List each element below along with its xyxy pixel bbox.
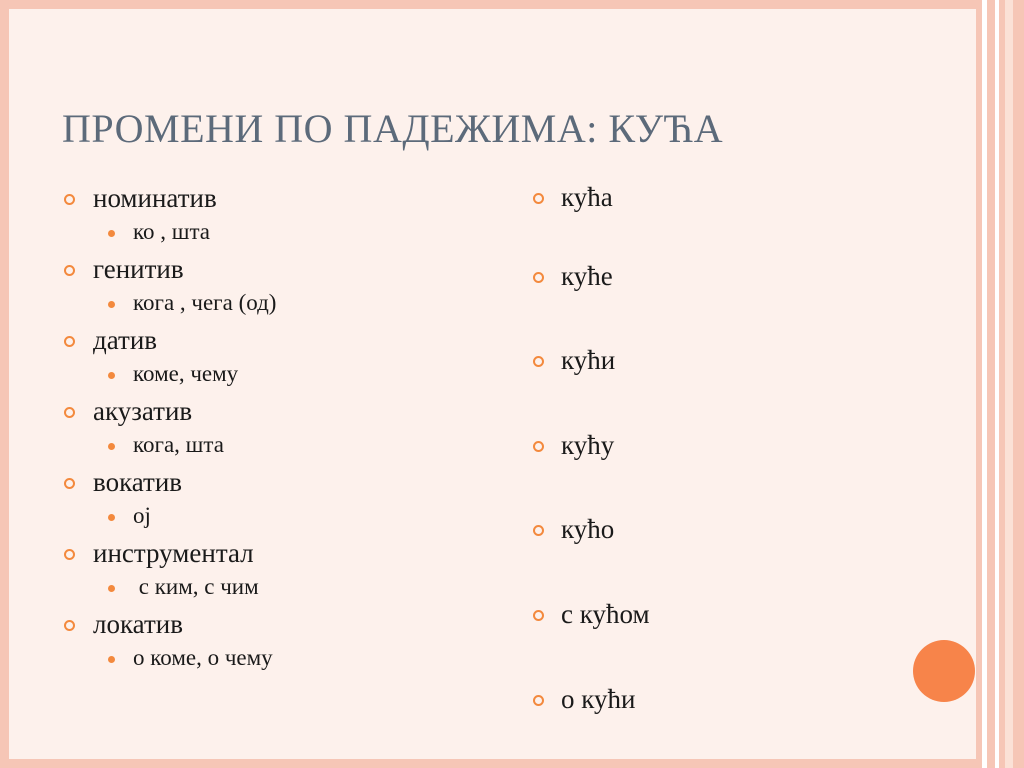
- bullet-dot-icon: [108, 443, 115, 450]
- declension-form: о кући: [561, 684, 636, 714]
- case-name: генитив: [93, 254, 184, 284]
- case-question: кога, шта: [133, 432, 224, 457]
- bullet-ring-icon: [533, 695, 544, 706]
- case-name: инструментал: [93, 538, 254, 568]
- decorative-orange-circle: [913, 640, 975, 702]
- case-question: кога , чега (од): [133, 290, 277, 315]
- frame-left-border: [0, 0, 9, 768]
- declension-form: куће: [561, 261, 613, 291]
- bullet-ring-icon: [533, 193, 544, 204]
- bullet-dot-icon: [108, 656, 115, 663]
- case-name: локатив: [93, 609, 183, 639]
- case-name: вокатив: [93, 467, 183, 497]
- bullet-ring-icon: [64, 407, 75, 418]
- case-question: ој: [133, 503, 151, 528]
- case-question: ко , шта: [133, 219, 211, 244]
- bullet-dot-icon: [108, 230, 115, 237]
- decorative-stripes: [976, 0, 1024, 768]
- bullet-dot-icon: [108, 514, 115, 521]
- bullet-ring-icon: [64, 620, 75, 631]
- declension-form: кућу: [561, 430, 615, 460]
- declension-form: кућо: [561, 514, 615, 544]
- slide-title: ПРОМЕНИ ПО ПАДЕЖИМА: КУЋА: [62, 106, 724, 151]
- bullet-ring-icon: [533, 356, 544, 367]
- bullet-ring-icon: [64, 194, 75, 205]
- bullet-ring-icon: [64, 336, 75, 347]
- bullet-ring-icon: [64, 549, 75, 560]
- case-name: датив: [93, 325, 158, 355]
- bullet-ring-icon: [533, 441, 544, 452]
- declension-form: с кућом: [561, 599, 650, 629]
- bullet-dot-icon: [108, 372, 115, 379]
- bullet-dot-icon: [108, 585, 115, 592]
- bullet-ring-icon: [64, 478, 75, 489]
- case-question: с ким, с чим: [133, 574, 259, 599]
- declension-form: кући: [561, 345, 616, 375]
- case-question: коме, чему: [133, 361, 239, 386]
- case-question: о коме, о чему: [133, 645, 273, 670]
- bullet-dot-icon: [108, 301, 115, 308]
- bullet-ring-icon: [64, 265, 75, 276]
- case-name: номинатив: [93, 183, 217, 213]
- frame-bottom-border: [0, 759, 976, 768]
- case-name: акузатив: [93, 396, 193, 426]
- declension-form: кућа: [561, 182, 613, 212]
- bullet-ring-icon: [533, 525, 544, 536]
- frame-top-border: [0, 0, 976, 9]
- bullet-ring-icon: [533, 610, 544, 621]
- bullet-ring-icon: [533, 272, 544, 283]
